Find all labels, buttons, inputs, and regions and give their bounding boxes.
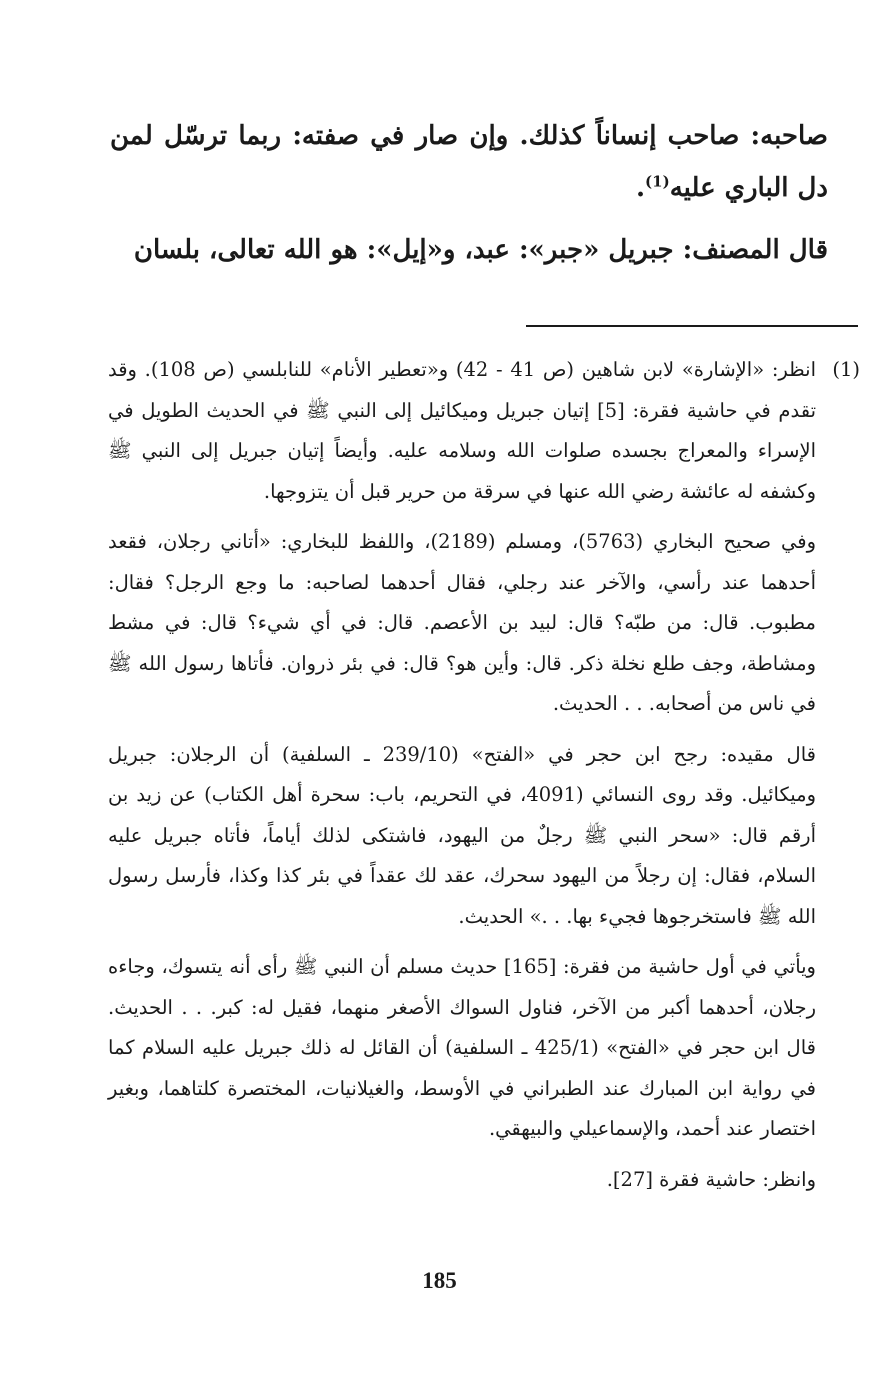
main-paragraph [110, 110, 828, 214]
page-number: 185 [422, 1268, 457, 1293]
footnote-paragraph: وانظر: حاشية فقرة [27]. [606, 1167, 816, 1191]
main-line-end: . [635, 173, 646, 203]
footnote-paragraph: انظر: «الإشارة» لابن شاهين (ص 41 - 42) و«تعطير الأنام» للنابلسي (ص 108). وقد تقدم في حاشية فقرة: [5] إتيان جبريل وميكائيل إلى النبي ﷺ في الحديث الطويل في الإسراء والمعراج بجسده صلوات الله وسلامه عليه. وأيضاً إتيان جبريل إلى النبي ﷺ وكشفه له عائشة رضي الله عنها في سرقة من حرير قبل أن يتزوجها. [108, 358, 817, 503]
footnote-reference: (1) [645, 172, 670, 191]
footnote-paragraph: قال مقيده: رجح ابن حجر في «الفتح» (239/10 ـ السلفية) أن الرجلان: جبريل وميكائيل. وقد روى النسائي (4091، في التحريم، باب: سحرة أهل الكتاب) عن زيد بن أرقم قال: «سحر النبي ﷺ رجلٌ من اليهود، فاشتكى لذلك أياماً، فأتاه جبريل عليه السلام، فقال: إن رجلاً من اليهود سحرك، عقد لك عقداً في بئر كذا وكذا، فأرسل رسول الله ﷺ فاستخرجوها فجيء بها. . .» الحديث. [108, 742, 816, 928]
main-text [110, 110, 828, 276]
footnote-body [108, 350, 816, 1210]
author-statement [110, 224, 828, 276]
author-label: قال المصنف: [682, 235, 828, 265]
footnote-paragraph: وفي صحيح البخاري (5763)، ومسلم (2189)، واللفظ للبخاري: «أتاني رجلان، فقعد أحدهما عند رأسي، والآخر عند رجلي، فقال أحدهما لصاحبه: ما وجع الرجل؟ فقال: مطبوب. قال: من طبّه؟ قال: لبيد بن الأعصم. قال: في أي شيء؟ قال: في مشط ومشاطة، وجف طلع نخلة ذكر. قال: وأين هو؟ قال: في بئر ذروان. فأتاها رسول الله ﷺ في ناس من أصحابه. . . الحديث. [108, 530, 816, 715]
footnotes [108, 350, 860, 1210]
footnote [108, 350, 860, 1210]
author-statement-text: جبريل «جبر»: عبد، و«إيل»: هو الله تعالى، بلسان [133, 235, 683, 265]
footnote-separator [526, 325, 858, 327]
footnote-number: (1) [832, 358, 860, 381]
footnote-paragraph: ويأتي في أول حاشية من فقرة: [165] حديث مسلم أن النبي ﷺ رأى أنه يتسوك، وجاءه رجلان، أحدهما أكبر من الآخر، فناول السواك الأصغر منهما، فقيل له: كبر. . . الحديث. قال ابن حجر في «الفتح» (425/1 ـ السلفية) أن القائل له ذلك جبريل عليه السلام كما في رواية ابن المبارك عند الطبراني في الأوسط، والغيلانيات، المختصرة كلتاهما، وبغير اختصار عند أحمد، والإسماعيلي والبيهقي. [108, 955, 816, 1140]
main-line-text: صاحبه: صاحب إنساناً كذلك. وإن صار في صفته: ربما ترسّل لمن دل الباري عليه [110, 121, 828, 203]
